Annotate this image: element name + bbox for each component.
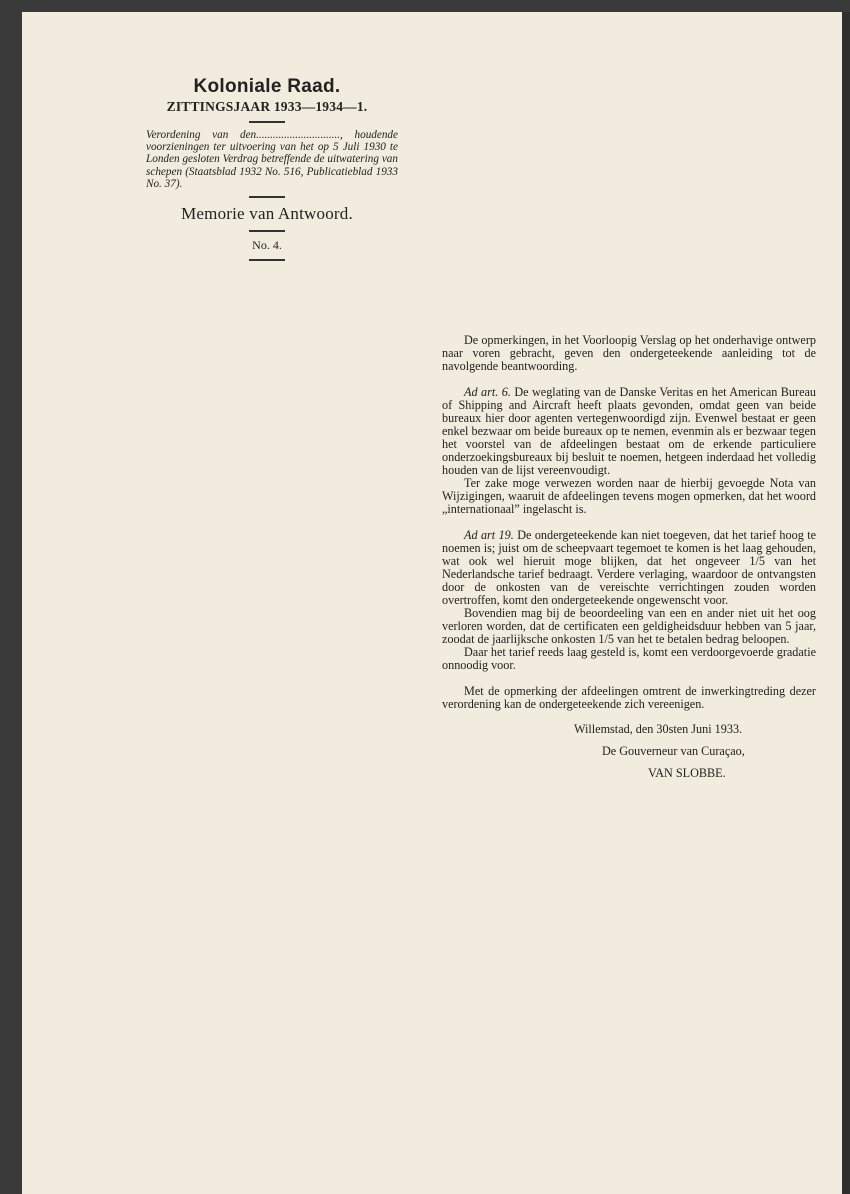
paragraph-inwerkingtreding: Met de opmerking der afdeelingen omtrent de inwerkingtreding dezer verordening kan de ondergeteekende zich vereenigen. [442,684,816,711]
signature-name: VAN SLOBBE. [648,766,726,780]
divider [249,259,285,261]
session-year: ZITTINGSJAAR 1933—1934—1. [166,99,368,114]
paragraph-tarief: Daar het tarief reeds laag gesteld is, komt een verdoorgevoerde gradatie onnoodig voor. [442,645,816,672]
document-page [22,12,842,1194]
document-number: No. 4. [252,238,282,253]
document-body [442,334,816,780]
memorie-heading: Memorie van Antwoord. [181,204,353,224]
art19-text: De ondergeteekende kan niet toegeven, dat het tarief hoog te noemen is; juist om de scheepvaart tegemoet te komen is het laag gehouden, wat ook wel hieruit moge blijken, dat het ongeveer 1/5 van het Nederlandsche tarief bedraagt. Verdere verlaging, waardoor de ontvangsten door de onkosten van de vereischte verrichtingen zouden worden overtroffen, komt den ondergeteekende ongewenscht voor. [442,528,816,607]
paragraph-art6 [442,386,816,477]
art6-text: De weglating van de Danske Veritas en het American Bureau of Shipping and Aircraft heeft plaats gevonden, omdat geen van beide bureaux hier door agenten vertegenwoordigd zijn. Evenwel bestaat er geen enkel bezwaar om beide bureaux op te nemen, evenmin als er bezwaar tegen het voorstel van de afdeelingen bestaat om de erkende particuliere onderzoekingsbureaux bij besluit te noemen, hetgeen inderdaad het volledig houden van de lijst vereenvoudigt. [442,385,816,477]
council-title: Koloniale Raad. [193,76,341,97]
scan-edge [842,12,850,1194]
paragraph-intro: De opmerkingen, in het Voorloopig Verslag op het onderhavige ontwerp naar voren gebracht, geven den ondergeteekende aanleiding tot de navolgende beantwoording. [442,333,816,373]
art19-label: Ad art 19. [464,528,514,542]
divider [249,121,285,123]
divider [249,196,285,198]
signature-place-date: Willemstad, den 30sten Juni 1933. [574,722,743,736]
divider [249,230,285,232]
signature-office: De Gouverneur van Curaçao, [602,744,745,758]
paragraph-nota: Ter zake moge verwezen worden naar de hierbij gevoegde Nota van Wijzigingen, waaruit de afdeelingen tevens mogen opmerken, dat het woord „internationaal” ingelascht is. [442,476,816,516]
paragraph-art19 [442,529,816,607]
art6-label: Ad art. 6. [464,385,511,399]
paragraph-bovendien: Bovendien mag bij de beoordeeling van een en ander niet uit het oog verloren worden, dat de certificaten een geldigheidsduur hebben van 5 jaar, zoodat de jaarlijksche onkosten 1/5 van het te betalen bedrag beloopen. [442,606,816,646]
document-header [132,76,402,267]
ordinance-description: Verordening van den.............................., houdende voorzieningen ter uitvoering van het op 5 Juli 1930 te Londen gesloten Verdrag betreffende de uitwatering van schepen (Staatsblad 1932 No. 516, Publicatieblad 1933 No. 37). [146,129,398,190]
